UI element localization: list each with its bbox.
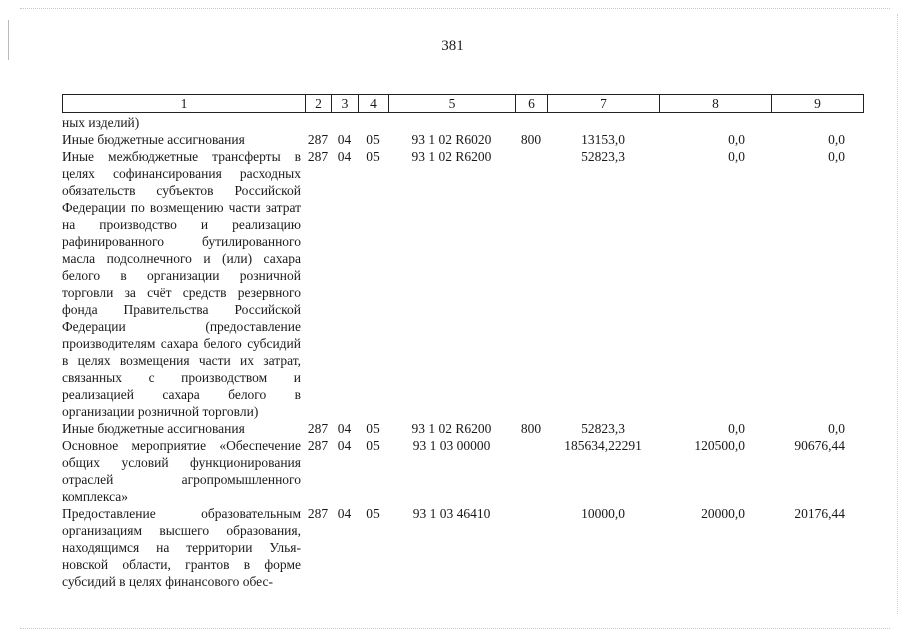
row-c2: 287 [307,506,329,521]
row-c4: 05 [366,132,380,147]
scan-artifact-bottom [20,628,890,630]
row-c4: 05 [366,149,380,164]
row-name: Иные бюджетные ассигнования [62,132,245,147]
row-c8 [659,114,771,131]
row-c4: 05 [366,421,380,436]
row-c6 [515,148,547,420]
row-c7: 10000,0 [581,506,625,521]
row-c8: 0,0 [728,421,745,436]
row-name: Иные бюджетные ассигнования [62,421,245,436]
row-name: Иные межбюджетные трансферты в целях софинансирования расходных обязательств субъектов Российской Федерации по возмещению части затрат на производство и реализацию рафинированного бутилированного масла подсолнечного и (или) сахара белого в организации розничной торговли за счёт средств резервного фонда Правительства Российской Федерации (предоставление производителям сахара белого субсидий в целях возмещения части их затрат, связанных с производством и реализацией сахара белого в организации розничной торговли) [62,149,301,419]
table-row [62,437,863,505]
budget-table-body [62,114,863,590]
table-row [62,148,863,420]
row-c3: 04 [337,506,352,521]
row-c2: 287 [307,438,329,453]
page-number: 381 [441,38,464,54]
row-c3: 04 [337,438,352,453]
row-c8: 0,0 [728,132,745,147]
row-c3: 04 [337,132,352,147]
row-c6: 800 [520,421,542,436]
row-c7: 185634,22291 [564,438,642,453]
table-row [62,114,863,131]
row-name: ных изделий) [62,115,140,130]
row-c4 [358,114,388,131]
row-c7: 13153,0 [581,132,625,147]
row-c9 [771,114,863,131]
row-c6: 800 [520,132,542,147]
row-c9: 0,0 [828,132,845,147]
header-col-2: 2 [306,95,332,113]
row-c5: 93 1 02 R6020 [411,132,492,147]
scan-artifact-right [897,14,899,614]
row-c3 [331,114,358,131]
row-c7: 52823,3 [581,421,625,436]
table-row [62,505,863,590]
row-c2: 287 [307,421,329,436]
row-c8: 20000,0 [701,506,745,521]
table-row [62,420,863,437]
header-col-1: 1 [63,95,306,113]
row-name: Предоставление образовательным организациям высшего образования, находящимся на территории Ульяновской области, грантов в форме субсидий в целях финансового обес- [62,506,301,589]
row-c9: 90676,44 [794,438,845,453]
row-c8: 0,0 [728,149,745,164]
header-col-7: 7 [548,95,660,113]
row-c3: 04 [337,421,352,436]
row-c5: 93 1 03 46410 [412,506,491,521]
row-c9: 0,0 [828,149,845,164]
row-c7 [547,114,659,131]
header-col-5: 5 [389,95,516,113]
row-c6 [515,114,547,131]
row-c8: 120500,0 [694,438,745,453]
header-col-9: 9 [772,95,864,113]
header-col-3: 3 [332,95,359,113]
row-c5: 93 1 02 R6200 [411,149,492,164]
row-c2 [305,114,331,131]
row-c2: 287 [307,149,329,164]
row-c5: 93 1 02 R6200 [411,421,492,436]
row-name: Основное мероприятие «Обеспечение общих условий функционирования отраслей агропромышленного комплекса» [62,438,301,504]
row-c7: 52823,3 [581,149,625,164]
row-c6 [515,505,547,590]
header-col-6: 6 [516,95,548,113]
column-number-header [62,94,864,113]
row-c4: 05 [366,438,380,453]
row-c5: 93 1 03 00000 [412,438,491,453]
scan-artifact-top [20,8,890,10]
row-c6 [515,437,547,505]
row-c4: 05 [366,506,380,521]
row-c9: 20176,44 [794,506,845,521]
header-col-4: 4 [359,95,389,113]
row-c5 [388,114,515,131]
row-c2: 287 [307,132,329,147]
header-col-8: 8 [660,95,772,113]
table-row [62,131,863,148]
row-c3: 04 [337,149,352,164]
row-c9: 0,0 [828,421,845,436]
